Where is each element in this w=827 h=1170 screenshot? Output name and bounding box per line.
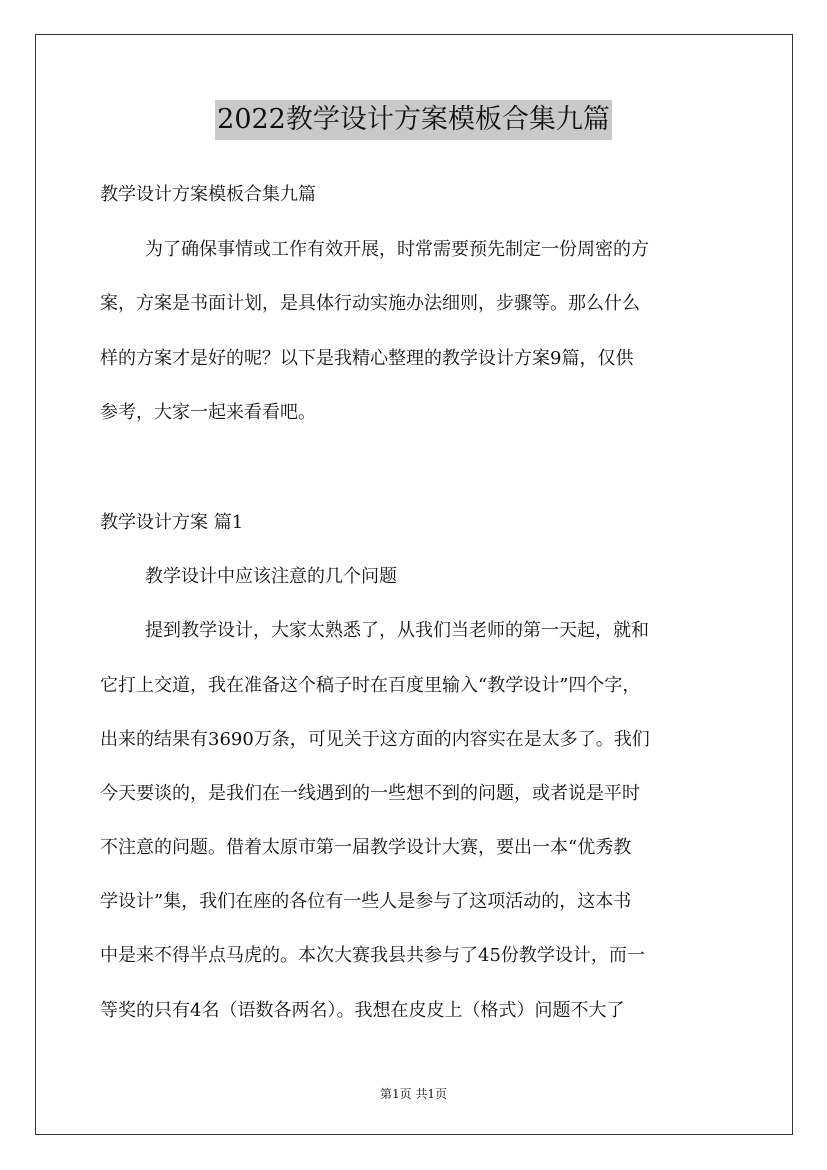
title-container (0, 100, 827, 140)
body-line-8: 等奖的只有4名（语数各两名）。我想在皮皮上（格式）问题不大了 (100, 1000, 625, 1021)
body-line-3: 出来的结果有3690万条，可见关于这方面的内容实在是太多了。我们 (100, 729, 650, 750)
section-heading: 教学设计方案 篇1 (100, 512, 244, 533)
body-line-6: 学设计”集，我们在座的各位有一些人是参与了这项活动的，这本书 (100, 891, 632, 912)
body-line-1: 提到教学设计，大家太熟悉了，从我们当老师的第一天起，就和 (145, 620, 649, 641)
document-subtitle: 教学设计方案模板合集九篇 (100, 184, 316, 205)
body-line-5: 不注意的问题。借着太原市第一届教学设计大赛，要出一本“优秀教 (100, 837, 632, 858)
page-title: 2022教学设计方案模板合集九篇 (215, 100, 612, 140)
intro-line-3: 样的方案才是好的呢？以下是我精心整理的教学设计方案9篇，仅供 (100, 348, 634, 369)
section-subheading: 教学设计中应该注意的几个问题 (145, 566, 397, 587)
body-line-4: 今天要谈的，是我们在一线遇到的一些想不到的问题，或者说是平时 (100, 783, 640, 804)
intro-line-4: 参考，大家一起来看看吧。 (100, 402, 316, 423)
body-line-7: 中是来不得半点马虎的。本次大赛我县共参与了45份教学设计，而一 (100, 945, 645, 966)
intro-line-1: 为了确保事情或工作有效开展，时常需要预先制定一份周密的方 (145, 239, 649, 260)
intro-line-2: 案，方案是书面计划，是具体行动实施办法细则，步骤等。那么什么 (100, 293, 640, 314)
body-line-2: 它打上交道，我在准备这个稿子时在百度里输入“教学设计”四个字， (100, 675, 641, 696)
page-footer: 第1页 共1页 (379, 1087, 448, 1101)
